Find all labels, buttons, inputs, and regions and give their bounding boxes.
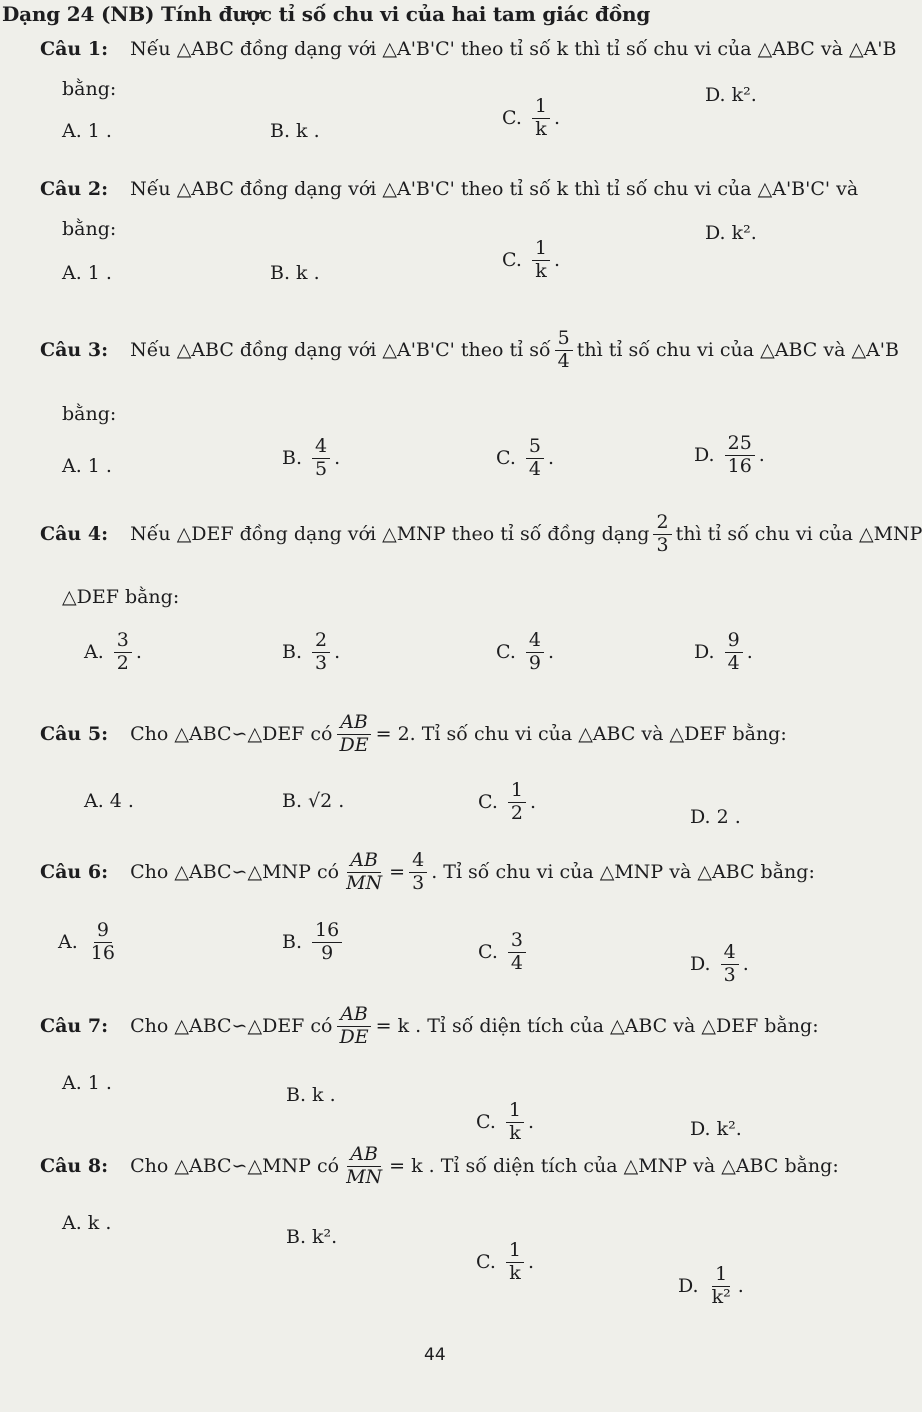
option-c: C. $\frac{1}{k}$ .: [476, 1239, 535, 1284]
option-d: D. $\frac{9}{4}$ .: [694, 629, 753, 674]
option-c: C. $\frac{3}{4}$: [478, 930, 530, 975]
option-c: C. $\frac{1}{k}$ .: [502, 95, 561, 140]
option-d: D. k².: [690, 1118, 742, 1140]
question-label: Câu 7:: [40, 1015, 109, 1038]
option-a: A. 1 .: [62, 120, 112, 142]
option-d: D. k².: [705, 222, 757, 244]
option-c: C. $\frac{1}{2}$ .: [478, 779, 537, 824]
option-c: C. $\frac{5}{4}$ .: [496, 435, 555, 480]
question-8: Câu 8: Cho △ABC∽△MNP có $\frac{AB}{MN}$ = k . Tỉ số diện tích của △MNP và △ABC bằng:: [40, 1143, 839, 1188]
question-text: Nếu △ABC đồng dạng với △A'B'C' theo tỉ số k thì tỉ số chu vi của △ABC và △A'B: [130, 38, 897, 60]
option-c: C. $\frac{4}{9}$ .: [496, 629, 555, 674]
option-b: B. k .: [270, 262, 320, 284]
option-d: D. $\frac{25}{16}$ .: [694, 432, 765, 477]
question-5: Câu 5: Cho △ABC∽△DEF có $\frac{AB}{DE}$ = 2. Tỉ số chu vi của △ABC và △DEF bằng:: [40, 711, 787, 756]
option-b: B. √2 .: [282, 790, 345, 812]
option-b: B. k .: [286, 1084, 336, 1106]
question-continuation: △DEF bằng:: [62, 586, 180, 608]
option-b: B. $\frac{2}{3}$ .: [282, 629, 341, 674]
question-continuation: bằng:: [62, 403, 117, 425]
option-a: A. $\frac{9}{16}$: [58, 919, 115, 964]
option-c: C. $\frac{1}{k}$ .: [476, 1099, 535, 1144]
question-label: Câu 2:: [40, 178, 109, 200]
option-d: D. 2 .: [690, 806, 741, 828]
question-label: Câu 6:: [40, 861, 109, 884]
option-d: D. $\frac{1}{\text{k²}}$ .: [678, 1263, 744, 1308]
option-a: A. k .: [62, 1212, 112, 1234]
question-label: Câu 4:: [40, 523, 109, 546]
question-2: [40, 178, 858, 200]
option-b: B. $\frac{4}{5}$ .: [282, 435, 341, 480]
option-d: D. k².: [705, 84, 757, 106]
question-text: Nếu △ABC đồng dạng với △A'B'C' theo tỉ số k thì tỉ số chu vi của △A'B'C' và: [130, 178, 859, 200]
option-a: A. 1 .: [62, 1072, 112, 1094]
question-7: Câu 7: Cho △ABC∽△DEF có $\frac{AB}{DE}$ = k . Tỉ số diện tích của △ABC và △DEF bằng:: [40, 1003, 819, 1048]
option-d: D. $\frac{4}{3}$ .: [690, 941, 749, 986]
option-b: B. k .: [270, 120, 320, 142]
section-heading: Dạng 24 (NB) Tính được tỉ số chu vi của hai tam giác đồng: [2, 2, 651, 26]
question-continuation: bằng:: [62, 78, 117, 100]
question-4: Câu 4: Nếu △DEF đồng dạng với △MNP theo tỉ số đồng dạng $\frac{2}{3}$ thì tỉ số chu vi của △MNP: [40, 511, 922, 556]
option-a: A. 1 .: [62, 455, 112, 477]
option-a: A. $\frac{3}{2}$ .: [84, 629, 142, 674]
question-label: Câu 5:: [40, 723, 109, 746]
question-label: Câu 1:: [40, 38, 109, 60]
question-3: Câu 3: Nếu △ABC đồng dạng với △A'B'C' theo tỉ số $\frac{5}{4}$ thì tỉ số chu vi của △ABC và △A'B: [40, 327, 899, 372]
option-c: C. $\frac{1}{k}$ .: [502, 237, 561, 282]
question-6: Câu 6: Cho △ABC∽△MNP có $\frac{AB}{MN}$ = $\frac{4}{3}$ . Tỉ số chu vi của △MNP và △ABC bằng:: [40, 849, 815, 894]
question-label: Câu 8:: [40, 1155, 109, 1178]
option-a: A. 1 .: [62, 262, 112, 284]
question-continuation: bằng:: [62, 218, 117, 240]
page-number: 44: [424, 1345, 446, 1365]
question-label: Câu 3:: [40, 339, 109, 362]
question-1: [40, 38, 896, 60]
option-b: B. $\frac{16}{9}$: [282, 920, 346, 965]
option-a: A. 4 .: [84, 790, 134, 812]
option-b: B. k².: [286, 1226, 338, 1248]
